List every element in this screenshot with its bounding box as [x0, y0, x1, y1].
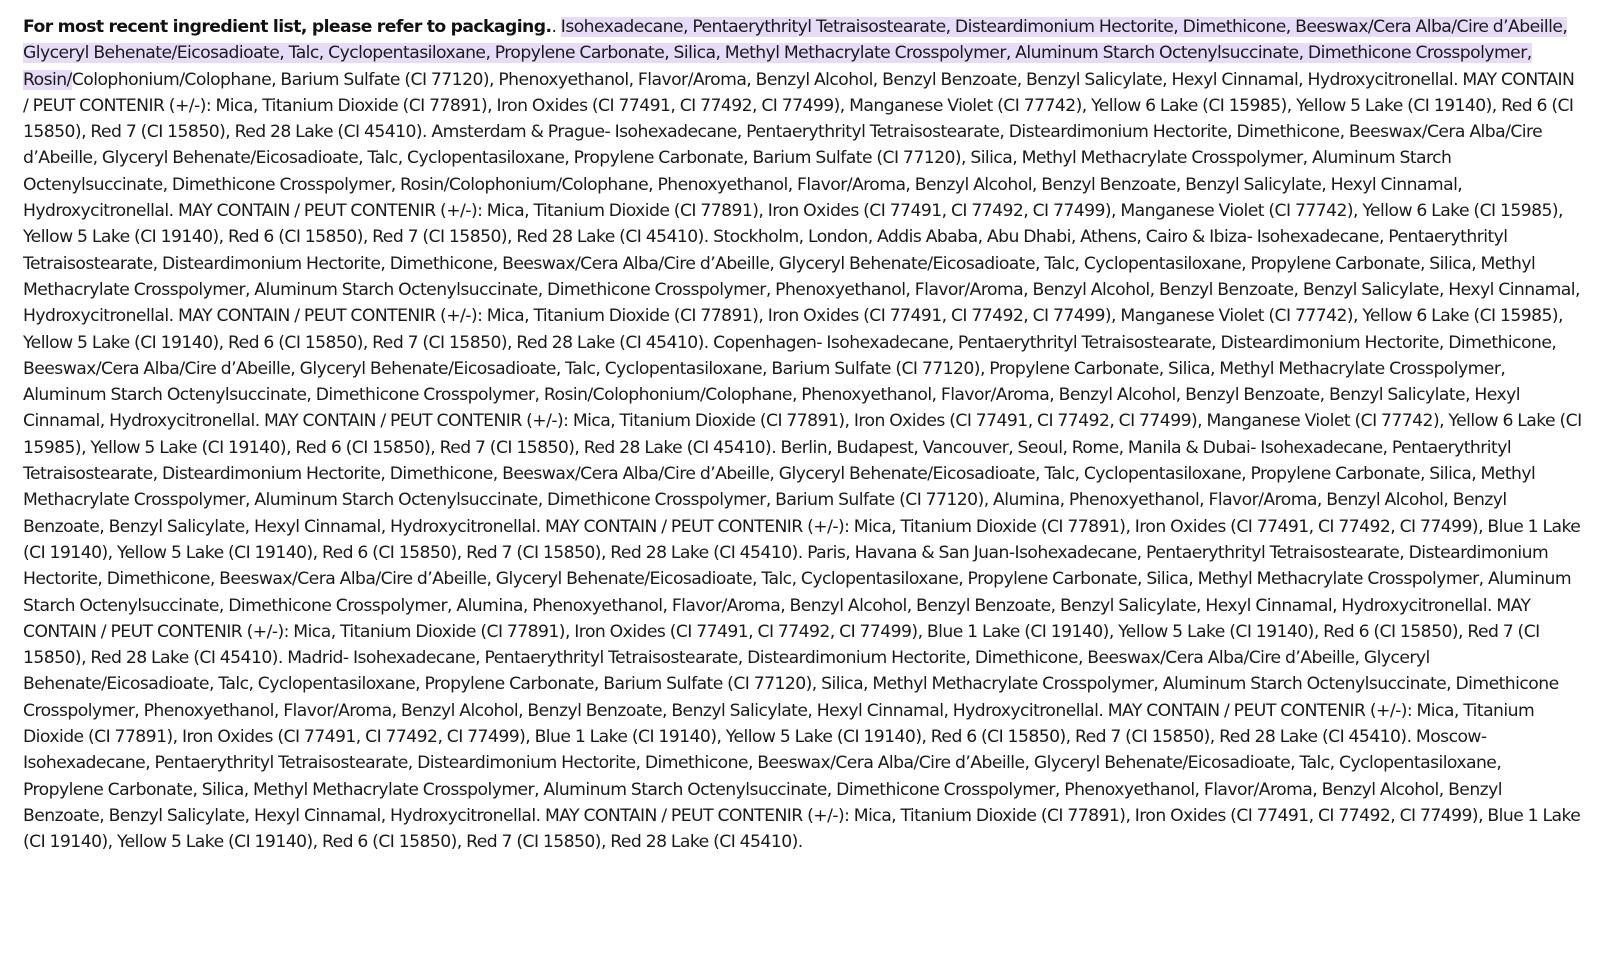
- lead-suffix: .: [551, 17, 561, 37]
- packaging-notice: For most recent ingredient list, please refer to packaging.: [23, 17, 552, 37]
- selected-text-highlight[interactable]: Isohexadecane, Pentaerythrityl Tetraisostearate, Disteardimonium Hectorite, Dimethicone, Beeswax/Cera Alba/Cire d’Abeille, Glyceryl Behenate/Eicosadioate, Talc, Cyclopentasiloxane, Propylene Carbonate, Silica, Methyl Methacrylate Crosspolymer, Aluminum Starch Octenylsuccinate, Dimethicone Crosspolymer, Rosin/: [23, 17, 1568, 90]
- ingredients-text: [23, 14, 1583, 856]
- ingredients-body[interactable]: Colophonium/Colophane, Barium Sulfate (CI 77120), Phenoxyethanol, Flavor/Aroma, Benzyl Alcohol, Benzyl Benzoate, Benzyl Salicylate, Hexyl Cinnamal, Hydroxycitronellal. MAY CONTAIN / PEUT CONTENIR (+/-): Mica, Titanium Dioxide (CI 77891), Iron Oxides (CI 77491, CI 77492, CI 77499), Manganese Violet (CI 77742), Yellow 6 Lake (CI 15985), Yellow 5 Lake (CI 19140), Red 6 (CI 15850), Red 7 (CI 15850), Red 28 Lake (CI 45410). Amsterdam & Prague- Isohexadecane, Pentaerythrityl Tetraisostearate, Disteardimonium Hectorite, Dimethicone, Beeswax/Cera Alba/Cire d’Abeille, Glyceryl Behenate/Eicosadioate, Talc, Cyclopentasiloxane, Propylene Carbonate, Barium Sulfate (CI 77120), Silica, Methyl Methacrylate Crosspolymer, Aluminum Starch Octenylsuccinate, Dimethicone Crosspolymer, Rosin/Colophonium/Colophane, Phenoxyethanol, Flavor/Aroma, Benzyl Alcohol, Benzyl Benzoate, Benzyl Salicylate, Hexyl Cinnamal, Hydroxycitronellal. MAY CONTAIN / PEUT CONTENIR (+/-): Mica, Titanium Dioxide (CI 77891), Iron Oxides (CI 77491, CI 77492, CI 77499), Manganese Violet (CI 77742), Yellow 6 Lake (CI 15985), Yellow 5 Lake (CI 19140), Red 6 (CI 15850), Red 7 (CI 15850), Red 28 Lake (CI 45410). Stockholm, London, Addis Ababa, Abu Dhabi, Athens, Cairo & Ibiza- Isohexadecane, Pentaerythrityl Tetraisostearate, Disteardimonium Hectorite, Dimethicone, Beeswax/Cera Alba/Cire d’Abeille, Glyceryl Behenate/Eicosadioate, Talc, Cyclopentasiloxane, Propylene Carbonate, Silica, Methyl Methacrylate Crosspolymer, Aluminum Starch Octenylsuccinate, Dimethicone Crosspolymer, Phenoxyethanol, Flavor/Aroma, Benzyl Alcohol, Benzyl Benzoate, Benzyl Salicylate, Hexyl Cinnamal, Hydroxycitronellal. MAY CONTAIN / PEUT CONTENIR (+/-): Mica, Titanium Dioxide (CI 77891), Iron Oxides (CI 77491, CI 77492, CI 77499), Manganese Violet (CI 77742), Yellow 6 Lake (CI 15985), Yellow 5 Lake (CI 19140), Red 6 (CI 15850), Red 7 (CI 15850), Red 28 Lake (CI 45410). Copenhagen- Isohexadecane, Pentaerythrityl Tetraisostearate, Disteardimonium Hectorite, Dimethicone, Beeswax/Cera Alba/Cire d’Abeille, Glyceryl Behenate/Eicosadioate, Talc, Cyclopentasiloxane, Barium Sulfate (CI 77120), Propylene Carbonate, Silica, Methyl Methacrylate Crosspolymer, Aluminum Starch Octenylsuccinate, Dimethicone Crosspolymer, Rosin/Colophonium/Colophane, Phenoxyethanol, Flavor/Aroma, Benzyl Alcohol, Benzyl Benzoate, Benzyl Salicylate, Hexyl Cinnamal, Hydroxycitronellal. MAY CONTAIN / PEUT CONTENIR (+/-): Mica, Titanium Dioxide (CI 77891), Iron Oxides (CI 77491, CI 77492, CI 77499), Manganese Violet (CI 77742), Yellow 6 Lake (CI 15985), Yellow 5 Lake (CI 19140), Red 6 (CI 15850), Red 7 (CI 15850), Red 28 Lake (CI 45410). Berlin, Budapest, Vancouver, Seoul, Rome, Manila & Dubai- Isohexadecane, Pentaerythrityl Tetraisostearate, Disteardimonium Hectorite, Dimethicone, Beeswax/Cera Alba/Cire d’Abeille, Glyceryl Behenate/Eicosadioate, Talc, Cyclopentasiloxane, Propylene Carbonate, Silica, Methyl Methacrylate Crosspolymer, Aluminum Starch Octenylsuccinate, Dimethicone Crosspolymer, Barium Sulfate (CI 77120), Alumina, Phenoxyethanol, Flavor/Aroma, Benzyl Alcohol, Benzyl Benzoate, Benzyl Salicylate, Hexyl Cinnamal, Hydroxycitronellal. MAY CONTAIN / PEUT CONTENIR (+/-): Mica, Titanium Dioxide (CI 77891), Iron Oxides (CI 77491, CI 77492, CI 77499), Blue 1 Lake (CI 19140), Yellow 5 Lake (CI 19140), Red 6 (CI 15850), Red 7 (CI 15850), Red 28 Lake (CI 45410). Paris, Havana & San Juan-Isohexadecane, Pentaerythrityl Tetraisostearate, Disteardimonium Hectorite, Dimethicone, Beeswax/Cera Alba/Cire d’Abeille, Glyceryl Behenate/Eicosadioate, Talc, Cyclopentasiloxane, Propylene Carbonate, Silica, Methyl Methacrylate Crosspolymer, Aluminum Starch Octenylsuccinate, Dimethicone Crosspolymer, Alumina, Phenoxyethanol, Flavor/Aroma, Benzyl Alcohol, Benzyl Benzoate, Benzyl Salicylate, Hexyl Cinnamal, Hydroxycitronellal. MAY CONTAIN / PEUT CONTENIR (+/-): Mica, Titanium Dioxide (CI 77891), Iron Oxides (CI 77491, CI 77492, CI 77499), Blue 1 Lake (CI 19140), Yellow 5 Lake (CI 19140), Red 6 (CI 15850), Red 7 (CI 15850), Red 28 Lake (CI 45410). Madrid- Isohexadecane, Pentaerythrityl Tetraisostearate, Disteardimonium Hectorite, Dimethicone, Beeswax/Cera Alba/Cire d’Abeille, Glyceryl Behenate/Eicosadioate, Talc, Cyclopentasiloxane, Propylene Carbonate, Barium Sulfate (CI 77120), Silica, Methyl Methacrylate Crosspolymer, Aluminum Starch Octenylsuccinate, Dimethicone Crosspolymer, Phenoxyethanol, Flavor/Aroma, Benzyl Alcohol, Benzyl Benzoate, Benzyl Salicylate, Hexyl Cinnamal, Hydroxycitronellal. MAY CONTAIN / PEUT CONTENIR (+/-): Mica, Titanium Dioxide (CI 77891), Iron Oxides (CI 77491, CI 77492, CI 77499), Blue 1 Lake (CI 19140), Yellow 5 Lake (CI 19140), Red 6 (CI 15850), Red 7 (CI 15850), Red 28 Lake (CI 45410). Moscow- Isohexadecane, Pentaerythrityl Tetraisostearate, Disteardimonium Hectorite, Dimethicone, Beeswax/Cera Alba/Cire d’Abeille, Glyceryl Behenate/Eicosadioate, Talc, Cyclopentasiloxane, Propylene Carbonate, Silica, Methyl Methacrylate Crosspolymer, Aluminum Starch Octenylsuccinate, Dimethicone Crosspolymer, Phenoxyethanol, Flavor/Aroma, Benzyl Alcohol, Benzyl Benzoate, Benzyl Salicylate, Hexyl Cinnamal, Hydroxycitronellal. MAY CONTAIN / PEUT CONTENIR (+/-): Mica, Titanium Dioxide (CI 77891), Iron Oxides (CI 77491, CI 77492, CI 77499), Blue 1 Lake (CI 19140), Yellow 5 Lake (CI 19140), Red 6 (CI 15850), Red 7 (CI 15850), Red 28 Lake (CI 45410).: [23, 69, 1582, 853]
